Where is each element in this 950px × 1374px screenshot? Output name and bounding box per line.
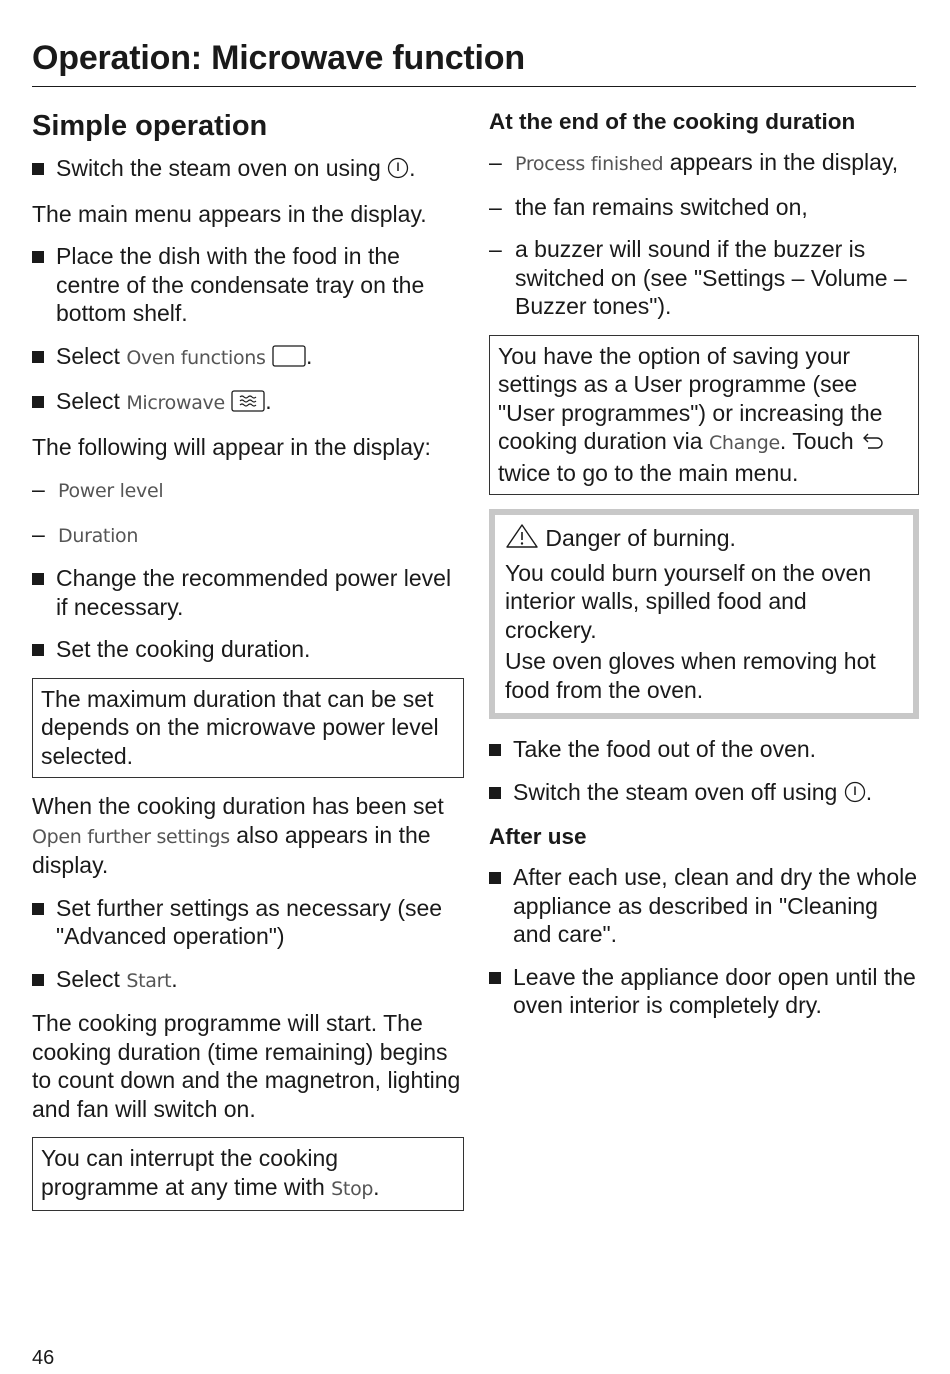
dash-item-fan: – the fan remains switched on, [489,193,919,222]
step-take-food-out: Take the food out of the oven. [489,735,919,764]
warning-title-line [505,523,903,556]
display-text-oven-functions: Oven functions [126,346,266,369]
paragraph-text: also appears in the display. [32,821,431,878]
warning-text-burn: You could burn yourself on the oven interior walls, spilled food and crockery. [505,559,872,643]
step-text: Switch the steam oven off using [513,778,838,805]
step-place-dish: Place the dish with the food in the centre of the condensate tray on the bottom shelf. [32,242,464,328]
note-text: twice to go to the main menu. [498,459,799,486]
display-text-duration: Duration [58,524,139,547]
display-text-process-finished: Process finished [515,153,664,175]
warning-text-gloves: Use oven gloves when removing hot food from the oven. [505,648,876,703]
display-text-start: Start [126,969,172,992]
heading-end-of-duration: At the end of the cooking duration [489,109,856,134]
step-prefix: Select [56,342,120,369]
note-text: . Touch [779,428,854,454]
dash-item-power-level [32,475,464,506]
paragraph-duration-set [32,792,464,880]
step-switch-on: Switch the steam oven on using . [32,154,464,186]
step-text: Switch the steam oven on using [56,155,381,181]
display-text-microwave: Microwave [126,392,225,414]
page-header [32,38,916,87]
step-prefix: Select [56,965,120,992]
note-text: You can interrupt the cooking programme at any time with [41,1145,339,1200]
step-select-oven-functions: Select Oven functions . [32,342,464,374]
step-select-start: Select Start. [32,965,464,996]
step-prefix: Select [56,388,120,414]
note-user-programme [489,335,919,496]
dash-item-buzzer: – a buzzer will sound if the buzzer is switched on (see "Settings – Volume – Buzzer tones"). [489,235,919,321]
step-switch-off: Switch the steam oven off using . [489,778,919,810]
power-icon [387,157,409,186]
microwave-icon [231,390,265,419]
right-column [489,108,919,1034]
note-text: You have the option of saving your settings as a User programme (see "User programmes") or increasing the cooking duration via [498,342,883,454]
warning-box [489,509,919,719]
display-text-stop: Stop [331,1177,374,1200]
paragraph-main-menu: The main menu appears in the display. [32,200,427,227]
warning-triangle-icon [505,523,539,556]
step-change-power: Change the recommended power level if necessary. [32,564,464,621]
step-set-duration: Set the cooking duration. [32,635,464,664]
paragraph-programme-start: The cooking programme will start. The cooking duration (time remaining) begins to count down and the magnetron, lighting and fan will switch on. [32,1010,461,1122]
section-heading-simple-operation: Simple operation [32,110,268,142]
display-text-open-further-settings: Open further settings [32,825,230,848]
dash-item-process-finished [489,148,919,179]
back-arrow-icon [860,430,884,459]
step-clean-dry: After each use, clean and dry the whole appliance as described in "Cleaning and care". [489,863,919,949]
warning-title: Danger of burning. [545,525,736,551]
page-number: 46 [32,1347,55,1369]
heading-after-use: After use [489,824,587,849]
display-text-power-level: Power level [58,480,164,502]
power-icon [844,781,866,810]
paragraph-text: When the cooking duration has been set [32,793,444,819]
note-max-duration: The maximum duration that can be set depends on the microwave power level selected. [32,678,464,779]
paragraph-following-appear: The following will appear in the display: [32,433,431,460]
note-interrupt: You can interrupt the cooking programme at any time with Stop. [32,1137,464,1211]
step-leave-door-open: Leave the appliance door open until the oven interior is completely dry. [489,963,919,1020]
left-column [32,108,464,1225]
display-text-change: Change [708,432,780,454]
step-select-microwave: Select Microwave . [32,387,464,419]
dash-text: appears in the display, [669,149,899,175]
step-further-settings: Set further settings as necessary (see "Advanced operation") [32,894,464,951]
page-title: Operation: Microwave function [32,39,525,77]
oven-functions-icon [272,345,306,374]
dash-item-duration [32,520,464,551]
